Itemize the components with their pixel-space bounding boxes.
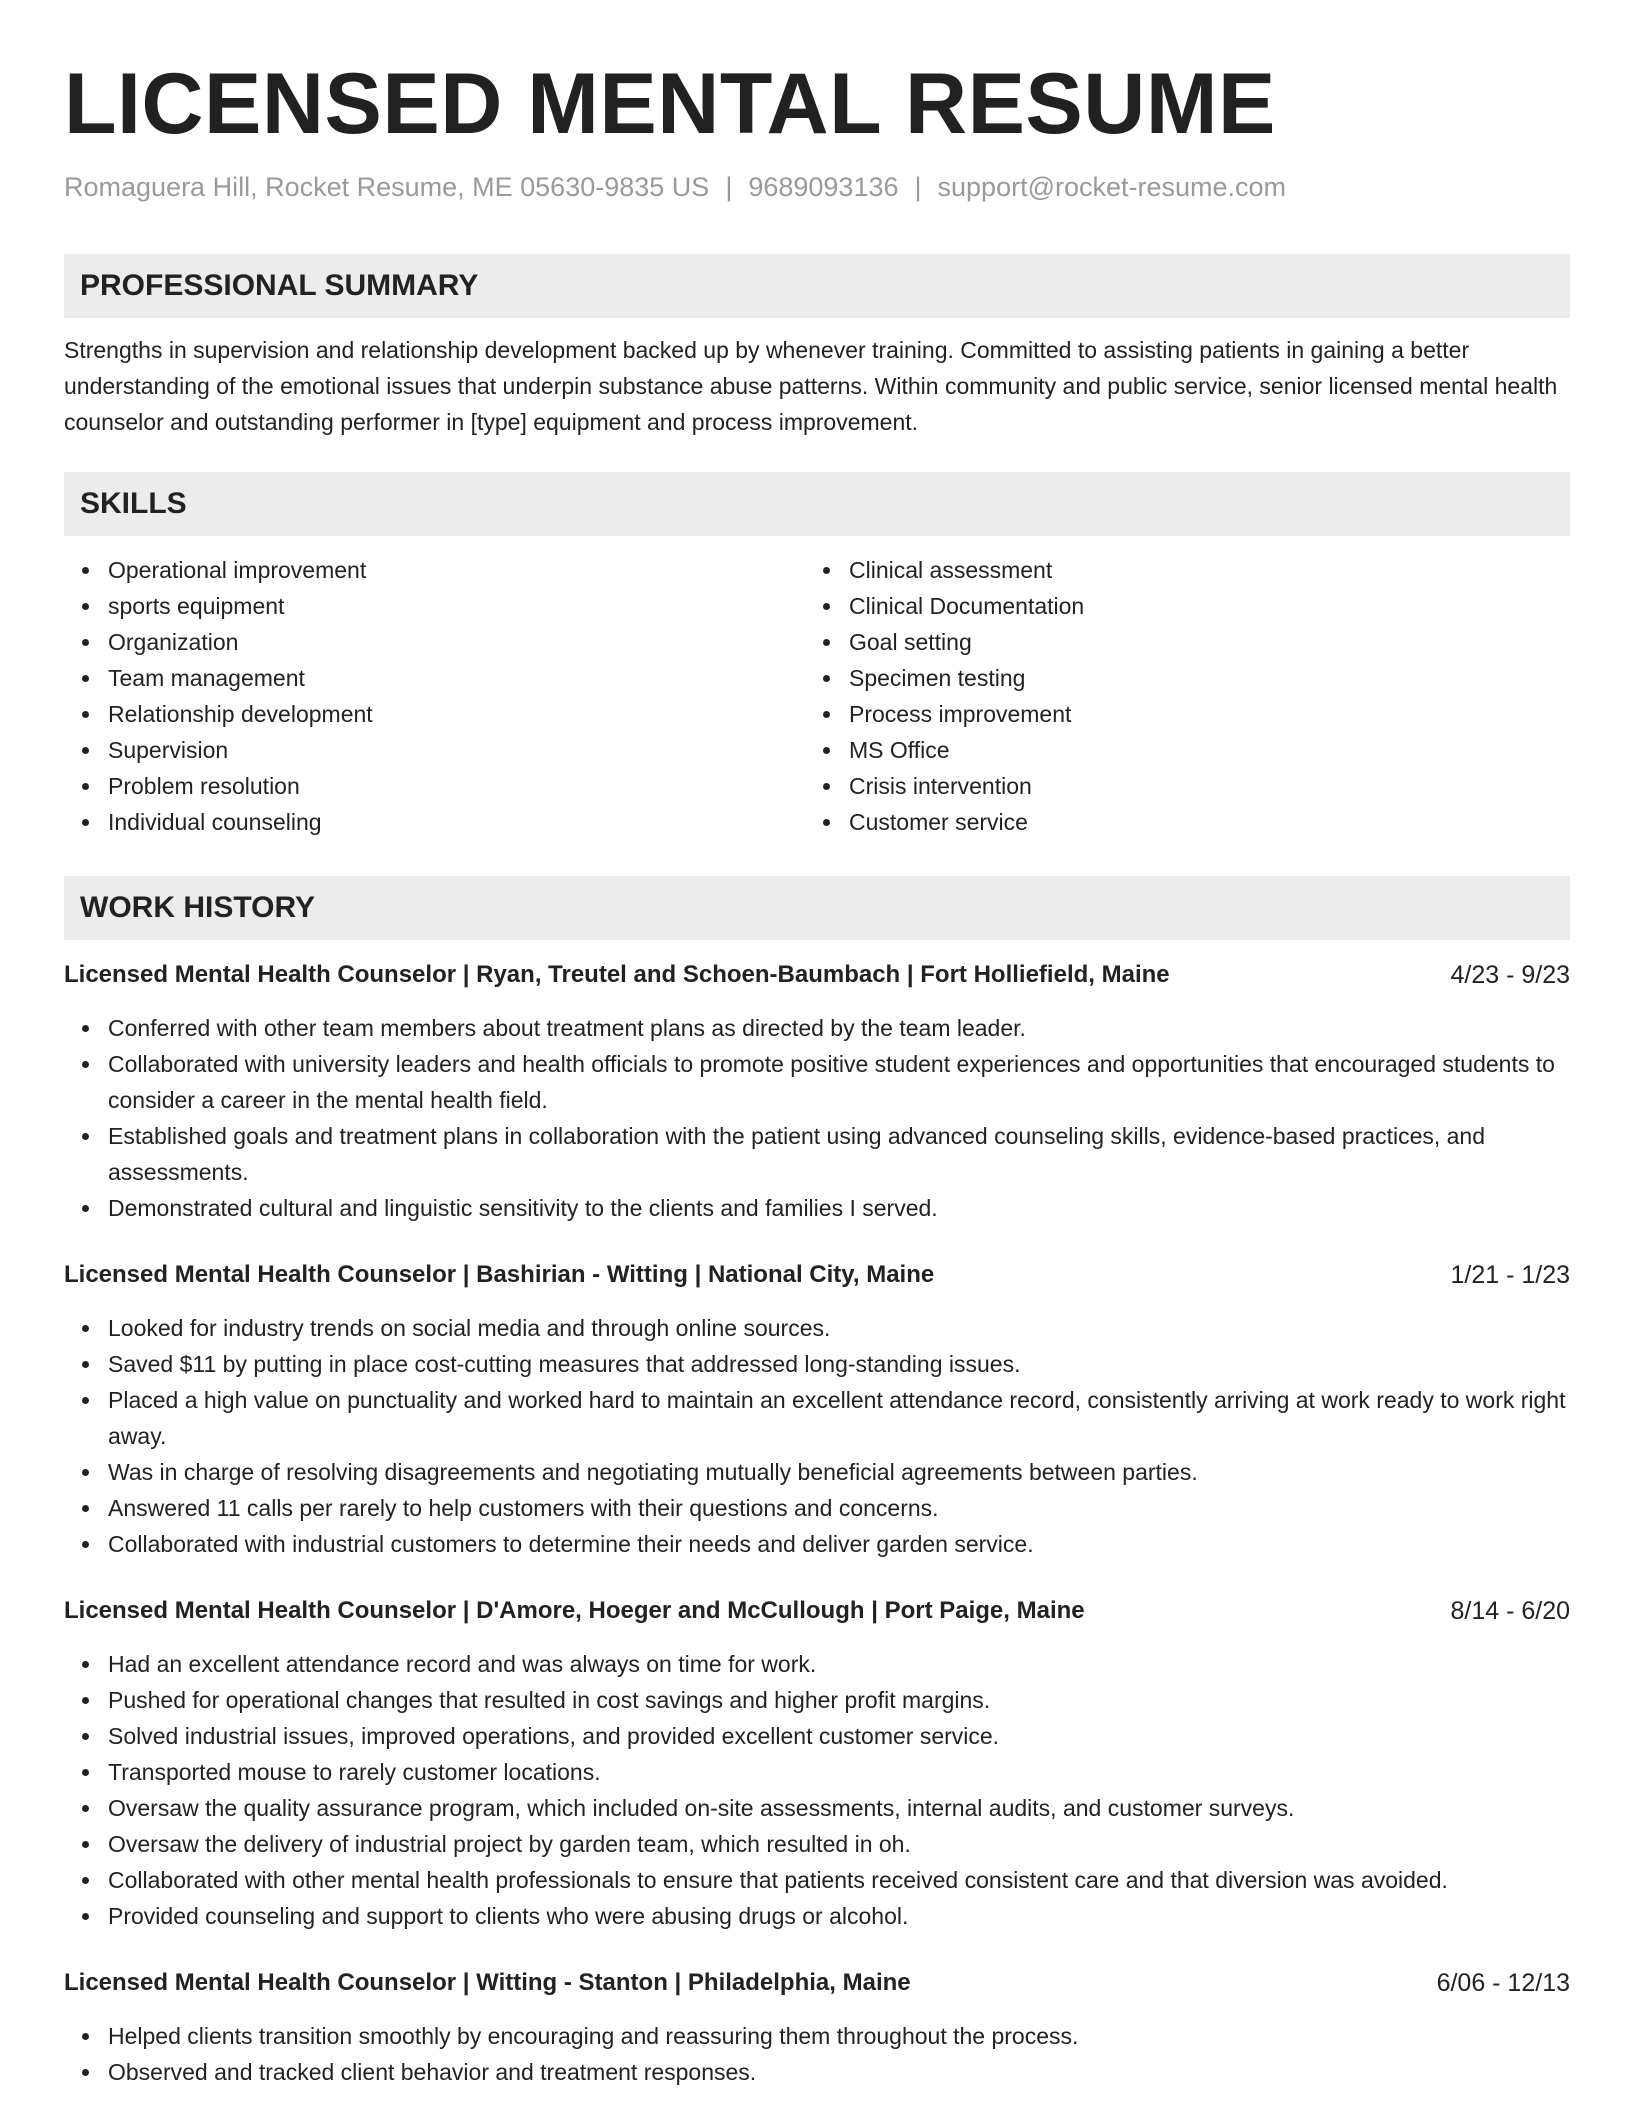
job-bullet: Transported mouse to rarely customer locations. [64, 1754, 1570, 1790]
skill-item: Operational improvement [64, 552, 805, 588]
job-header [64, 1258, 1570, 1292]
job-bullet: Was in charge of resolving disagreements and negotiating mutually beneficial agreements between parties. [64, 1454, 1570, 1490]
job-dates: 1/21 - 1/23 [1450, 1261, 1570, 1289]
skill-item: Clinical assessment [805, 552, 1546, 588]
job-bullet: Established goals and treatment plans in collaboration with the patient using advanced counseling skills, evidence-based practices, and assessments. [64, 1118, 1570, 1190]
job-bullet: Solved industrial issues, improved operations, and provided excellent customer service. [64, 1718, 1570, 1754]
skill-item: Clinical Documentation [805, 588, 1546, 624]
job-dates: 6/06 - 12/13 [1436, 1969, 1570, 1997]
contact-line [64, 170, 1570, 204]
contact-separator: | [725, 172, 733, 202]
job-bullet: Collaborated with university leaders and health officials to promote positive student experiences and opportunities that encouraged students to consider a career in the mental health field. [64, 1046, 1570, 1118]
job-bullet: Answered 11 calls per rarely to help customers with their questions and concerns. [64, 1490, 1570, 1526]
job-bullet: Saved $11 by putting in place cost-cutting measures that addressed long-standing issues. [64, 1346, 1570, 1382]
job-header [64, 1966, 1570, 2000]
contact-phone: 9689093136 [748, 172, 899, 202]
job-entry [64, 1594, 1570, 1934]
job-dates: 8/14 - 6/20 [1450, 1597, 1570, 1625]
summary-heading: PROFESSIONAL SUMMARY [64, 254, 1570, 318]
skill-item: Individual counseling [64, 804, 805, 840]
job-bullet: Had an excellent attendance record and was always on time for work. [64, 1646, 1570, 1682]
job-bullet: Placed a high value on punctuality and worked hard to maintain an excellent attendance record, consistently arriving at work ready to work right away. [64, 1382, 1570, 1454]
skill-item: Process improvement [805, 696, 1546, 732]
job-entry [64, 958, 1570, 1226]
skills-heading: SKILLS [64, 472, 1570, 536]
job-dates: 4/23 - 9/23 [1450, 961, 1570, 989]
skill-item: Supervision [64, 732, 805, 768]
contact-separator: | [914, 172, 922, 202]
job-bullet: Looked for industry trends on social media and through online sources. [64, 1310, 1570, 1346]
skills-column-left [64, 552, 805, 840]
job-bullet: Oversaw the quality assurance program, which included on-site assessments, internal audits, and customer surveys. [64, 1790, 1570, 1826]
work-history-heading: WORK HISTORY [64, 876, 1570, 940]
summary-text: Strengths in supervision and relationship development backed up by whenever training. Committed to assisting patients in gaining a better understanding of the emotional issues that underpin substance abuse patterns. Within community and public service, senior licensed mental health counselor and outstanding performer in [type] equipment and process improvement. [64, 337, 1558, 435]
job-title: Licensed Mental Health Counselor | Bashirian - Witting | National City, Maine [64, 1261, 935, 1288]
skill-item: sports equipment [64, 588, 805, 624]
job-title: Licensed Mental Health Counselor | D'Amore, Hoeger and McCullough | Port Paige, Maine [64, 1597, 1085, 1624]
job-bullet: Collaborated with industrial customers to determine their needs and deliver garden service. [64, 1526, 1570, 1562]
job-entry [64, 1966, 1570, 2090]
job-bullets [64, 1310, 1570, 1562]
job-bullets [64, 1646, 1570, 1934]
skills-list [64, 552, 1570, 840]
job-header [64, 1594, 1570, 1628]
job-header [64, 958, 1570, 992]
skill-item: Problem resolution [64, 768, 805, 804]
skill-item: MS Office [805, 732, 1546, 768]
job-bullet: Conferred with other team members about treatment plans as directed by the team leader. [64, 1010, 1570, 1046]
job-bullet: Demonstrated cultural and linguistic sensitivity to the clients and families I served. [64, 1190, 1570, 1226]
job-bullet: Collaborated with other mental health professionals to ensure that patients received consistent care and that diversion was avoided. [64, 1862, 1570, 1898]
skill-item: Relationship development [64, 696, 805, 732]
job-bullet: Helped clients transition smoothly by encouraging and reassuring them throughout the process. [64, 2018, 1570, 2054]
skill-item: Customer service [805, 804, 1546, 840]
job-title: Licensed Mental Health Counselor | Ryan, Treutel and Schoen-Baumbach | Fort Holliefield, Maine [64, 961, 1170, 988]
skill-item: Organization [64, 624, 805, 660]
skill-item: Crisis intervention [805, 768, 1546, 804]
contact-email: support@rocket-resume.com [937, 172, 1287, 202]
contact-address: Romaguera Hill, Rocket Resume, ME 05630-9835 US [64, 172, 710, 202]
job-bullets [64, 2018, 1570, 2090]
job-bullet: Observed and tracked client behavior and treatment responses. [64, 2054, 1570, 2090]
job-bullet: Pushed for operational changes that resulted in cost savings and higher profit margins. [64, 1682, 1570, 1718]
job-bullets [64, 1010, 1570, 1226]
skills-column-right [805, 552, 1546, 840]
job-entry [64, 1258, 1570, 1562]
skill-item: Goal setting [805, 624, 1546, 660]
job-bullet: Provided counseling and support to clients who were abusing drugs or alcohol. [64, 1898, 1570, 1934]
job-bullet: Oversaw the delivery of industrial project by garden team, which resulted in oh. [64, 1826, 1570, 1862]
skill-item: Specimen testing [805, 660, 1546, 696]
resume-name: LICENSED MENTAL RESUME [64, 56, 1276, 152]
skill-item: Team management [64, 660, 805, 696]
job-title: Licensed Mental Health Counselor | Witting - Stanton | Philadelphia, Maine [64, 1969, 911, 1996]
